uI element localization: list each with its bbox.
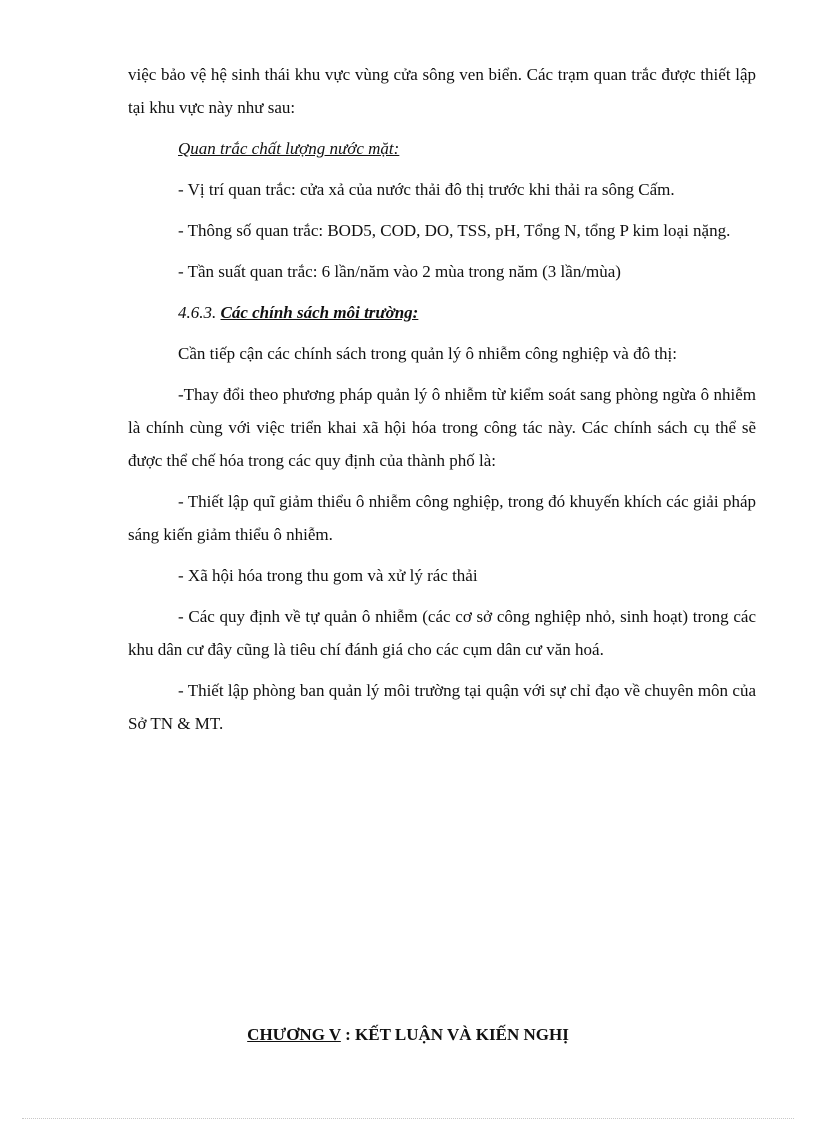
- subheading-surface-water: [128, 132, 756, 165]
- section-heading-4-6-3: [128, 296, 756, 329]
- paragraph-monitoring-parameters: - Thông số quan trắc: BOD5, COD, DO, TSS, pH, Tổng N, tổng P kim loại nặng.: [178, 221, 731, 240]
- subheading-text: Quan trắc chất lượng nước mặt:: [178, 139, 400, 158]
- chapter-number: CHƯƠNG V: [247, 1025, 341, 1044]
- paragraph-policy-self-management: - Các quy định về tự quản ô nhiễm (các cơ sở công nghiệp nhỏ, sinh hoạt) trong các khu dân cư đây cũng là tiêu chí đánh giá cho các cụm dân cư văn hoá.: [128, 607, 756, 659]
- page-bottom-rule: [22, 1118, 794, 1119]
- paragraph-policy-department: - Thiết lập phòng ban quản lý môi trường tại quận với sự chỉ đạo về chuyên môn của Sở TN & MT.: [128, 681, 756, 733]
- paragraph-intro: việc bảo vệ hệ sinh thái khu vực vùng cửa sông ven biển. Các trạm quan trắc được thiết lập tại khu vực này như sau:: [128, 65, 756, 117]
- chapter-title: KẾT LUẬN VÀ KIẾN NGHỊ: [355, 1025, 569, 1044]
- chapter-heading: [0, 1020, 816, 1050]
- document-body: [128, 58, 756, 748]
- paragraph-monitoring-location: - Vị trí quan trắc: cửa xả của nước thải đô thị trước khi thải ra sông Cấm.: [178, 180, 675, 199]
- chapter-separator: :: [340, 1025, 356, 1044]
- paragraph-policy-waste: - Xã hội hóa trong thu gom và xử lý rác thải: [178, 566, 478, 585]
- paragraph-policy-change: -Thay đổi theo phương pháp quản lý ô nhiễm từ kiểm soát sang phòng ngừa ô nhiễm là chính cùng với việc triển khai xã hội hóa trong công tác này. Các chính sách cụ thể sẽ được thể chế hóa trong các quy định của thành phố là:: [128, 385, 756, 470]
- section-title: Các chính sách môi trường:: [220, 303, 419, 322]
- paragraph-policy-fund: - Thiết lập quĩ giảm thiểu ô nhiễm công nghiệp, trong đó khuyến khích các giải pháp sáng kiến giảm thiểu ô nhiễm.: [128, 492, 756, 544]
- paragraph-policy-intro: Cần tiếp cận các chính sách trong quản lý ô nhiễm công nghiệp và đô thị:: [178, 344, 678, 363]
- paragraph-monitoring-frequency: - Tần suất quan trắc: 6 lần/năm vào 2 mùa trong năm (3 lần/mùa): [178, 262, 621, 281]
- section-number: 4.6.3.: [178, 303, 221, 322]
